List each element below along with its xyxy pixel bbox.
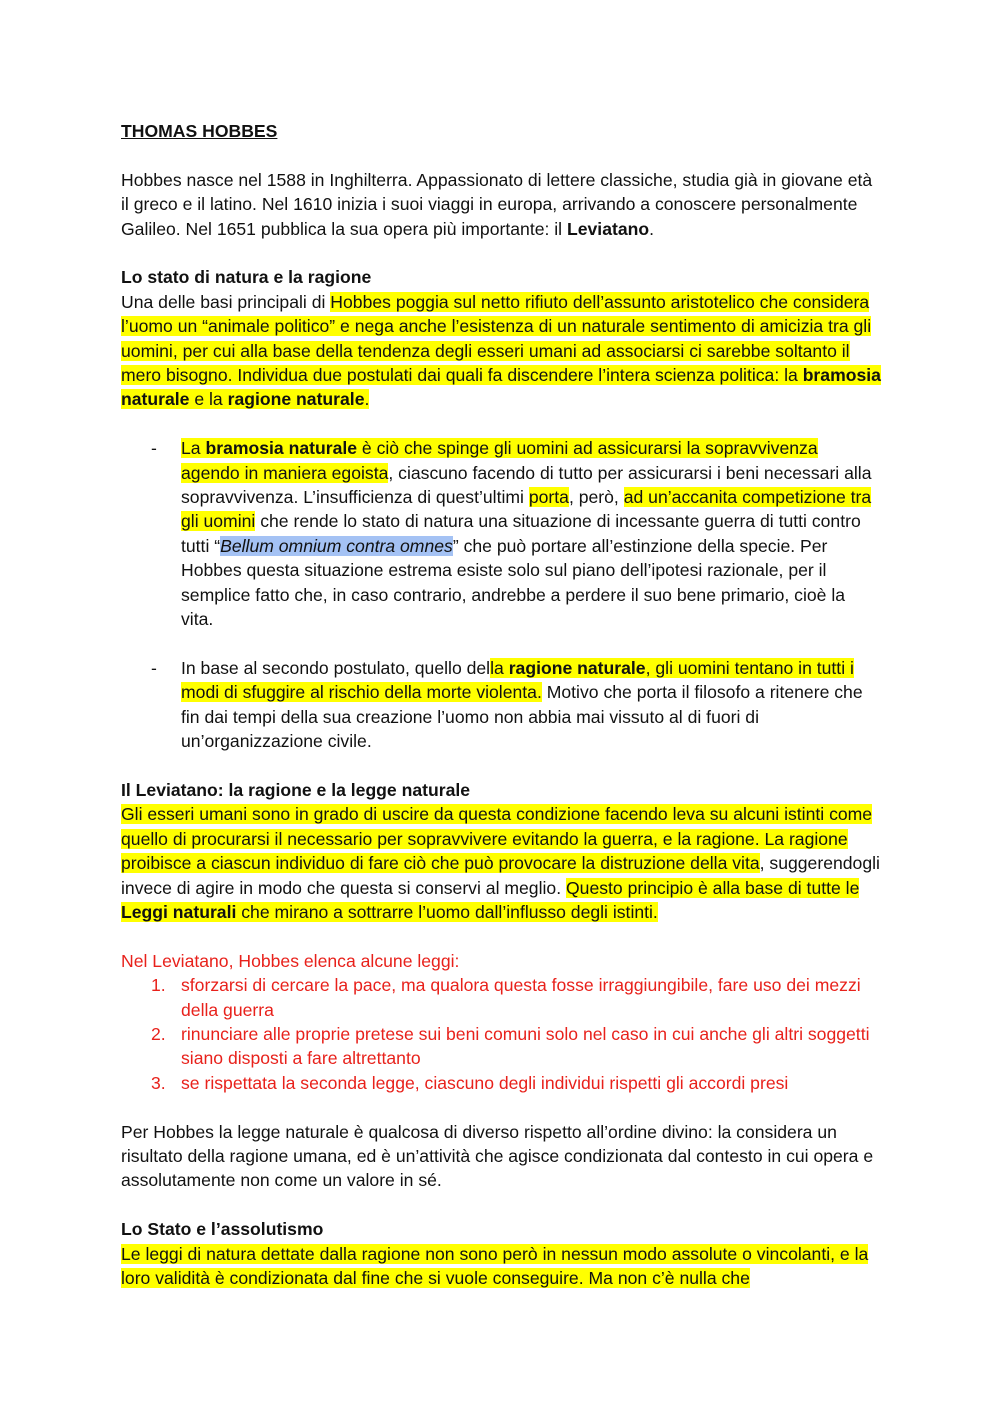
section-heading-stato-natura: Lo stato di natura e la ragione — [121, 267, 372, 288]
document-title: THOMAS HOBBES — [121, 121, 278, 141]
list-item: 1. sforzarsi di cercare la pace, ma qualora questa fosse irraggiungibile, fare uso dei mezzi della guerra — [151, 975, 861, 1020]
intro-paragraph: Hobbes nasce nel 1588 in Inghilterra. Appassionato di lettere classiche, studia già in giovane età il greco e il latino. Nel 1610 inizia i suoi viaggi in europa, arrivando a conoscere personalmente Galileo. Nel 1651 pubblica la sua opera più importante: il Leviatano. — [121, 169, 873, 239]
list-item: 2. rinunciare alle proprie pretese sui beni comuni solo nel caso in cui anche gli altri soggetti siano disposti a fare altrettanto — [151, 1023, 870, 1069]
document-body — [121, 119, 881, 1290]
postulates-list — [121, 436, 881, 753]
section2-paragraph: Gli esseri umani sono in grado di uscire da questa condizione facendo leva su alcuni istinti come quello di procurarsi il necessario per sopravvivere evitando la guerra, e la ragione. La ragione proibisce a ciascun individuo di fare ciò che può provocare la distruzione della vita, suggerendogli invece di agire in modo che questa si conservi al meglio. Questo principio è alla base di tutte le Leggi naturali che mirano a sottrarre l’uomo dall’influsso degli istinti. — [121, 804, 880, 922]
laws-intro: Nel Leviatano, Hobbes elenca alcune leggi: — [121, 950, 460, 971]
list-item: 3. se rispettata la seconda legge, ciascuno degli individui rispetti gli accordi presi — [151, 1072, 789, 1093]
section-heading-leviatano: Il Leviatano: la ragione e la legge naturale — [121, 779, 471, 800]
spacer — [121, 1193, 881, 1217]
spacer — [121, 412, 881, 436]
spacer — [121, 1095, 881, 1119]
spacer — [121, 143, 881, 167]
spacer — [121, 924, 881, 948]
natural-law-paragraph: Per Hobbes la legge naturale è qualcosa di diverso rispetto all’ordine divino: la considera un risultato della ragione umana, ed è un’attività che agisce condizionata dal contesto in cui opera e assolutamente non come un valore in sé. — [121, 1121, 874, 1191]
spacer — [121, 631, 881, 655]
list-item: - In base al secondo postulato, quello della ragione naturale, gli uomini tentano in tutti i modi di sfuggire al rischio della morte violenta. Motivo che porta il filosofo a ritenere che fin dai tempi della sua creazione l’uomo non abbia mai vissuto al di fuori di un’organizzazione civile. — [151, 657, 863, 752]
spacer — [121, 241, 881, 265]
dash-marker: - — [151, 657, 157, 678]
spacer — [121, 754, 881, 778]
section-heading-assolutismo: Lo Stato e l’assolutismo — [121, 1219, 324, 1240]
laws-list — [121, 973, 881, 1095]
list-item: - La bramosia naturale è ciò che spinge gli uomini ad assicurarsi la sopravvivenza agendo in maniera egoista, ciascuno facendo di tutto per assicurarsi i beni necessari alla sopravvivenza. L’insufficienza di quest’ultimi porta, però, ad un’accanita competizione tra gli uomini che rende lo stato di natura una situazione di incessante guerra di tutti contro tutti “Bellum omnium contra omnes” che può portare all’estinzione della specie. Per Hobbes questa situazione estrema esiste solo sul piano dell’ipotesi razionale, per il semplice fatto che, in caso contrario, andrebbe a perdere il suo bene primario, cioè la vita. — [151, 438, 872, 630]
section1-paragraph: Una delle basi principali di Hobbes poggia sul netto rifiuto dell’assunto aristotelico che considera l’uomo un “animale politico” e nega anche l’esistenza di un naturale sentimento di amicizia tra gli uomini, per cui alla base della tendenza degli esseri umani ad associarsi ci sarebbe soltanto il mero bisogno. Individua due postulati dai quali fa discendere l’intera scienza politica: la bramosia naturale e la ragione naturale. — [121, 291, 881, 410]
dash-marker: - — [151, 438, 157, 459]
latin-quote: Bellum omnium contra omnes — [220, 535, 453, 556]
section3-paragraph: Le leggi di natura dettate dalla ragione non sono però in nessun modo assolute o vincolanti, e la loro validità è condizionata dal fine che si vuole conseguire. Ma non c’è nulla che — [121, 1243, 869, 1288]
